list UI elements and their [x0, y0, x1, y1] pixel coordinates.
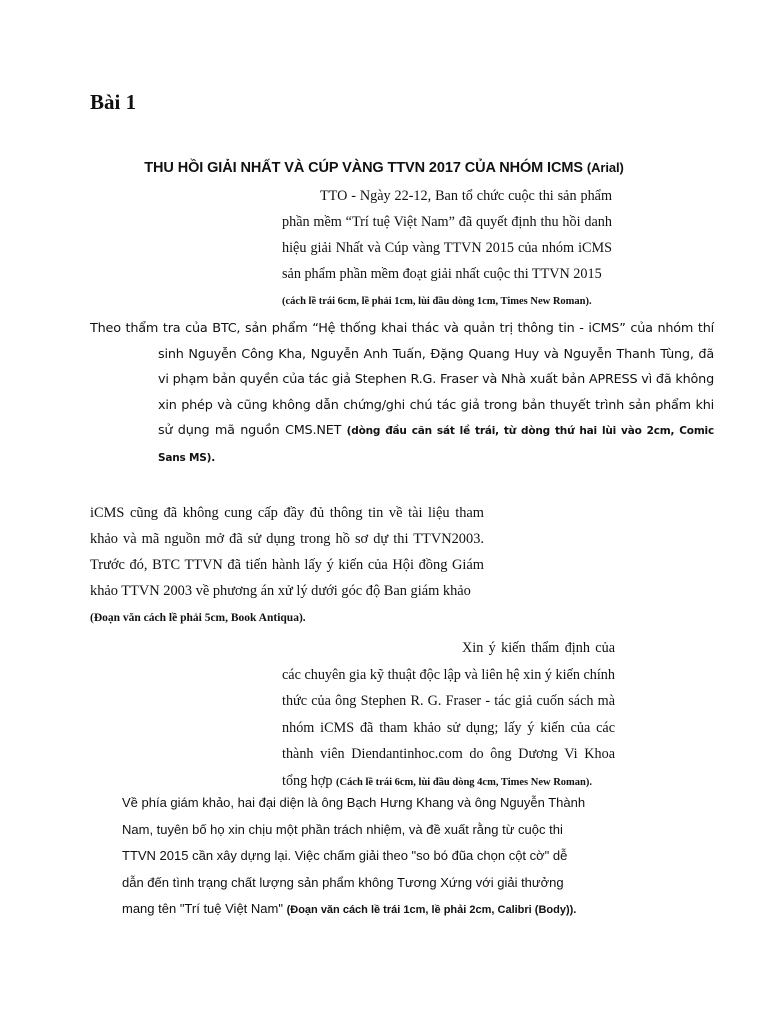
exercise-heading: Bài 1	[90, 90, 137, 114]
paragraph-2	[90, 316, 714, 471]
title-font-note: (Arial)	[586, 160, 624, 175]
paragraph-3	[90, 500, 484, 631]
paragraph-2-text: Theo thẩm tra của BTC, sản phẩm “Hệ thống khai thác và quản trị thông tin - iCMS” của nhóm thí sinh Nguyễn Công Kha, Nguyễn Anh Tuấn, Đặng Quang Huy và Nguyễn Thanh Tùng, đã vi phạm bản quyền của tác giả Stephen R.G. Fraser và Nhà xuất bản APRESS vì đã không xin phép và cũng không dẫn chứng/ghi chú tác giả trong bản thuyết trình sản phẩm khi sử dụng mã nguồn CMS.NET	[90, 321, 714, 438]
paragraph-4-format-note: (Cách lề trái 6cm, lùi đầu dòng 4cm, Times New Roman).	[336, 776, 592, 788]
paragraph-5-text: Về phía giám khảo, hai đại diện là ông Bạch Hưng Khang và ông Nguyễn Thành Nam, tuyên bố họ xin chịu một phần trách nhiệm, và đề xuất rằng từ cuộc thi TTVN 2015 cần xây dựng lại. Việc chấm giải theo "so bó đũa chọn cột cờ" dễ dẫn đến tình trạng chất lượng sản phẩm không Tương Xứng với giải thưởng mang tên "Trí tuệ Việt Nam"	[122, 795, 586, 916]
paragraph-1-format-note: (cách lề trái 6cm, lề phải 1cm, lùi đầu dòng 1cm, Times New Roman).	[282, 296, 592, 307]
paragraph-3-text: iCMS cũng đã không cung cấp đầy đủ thông tin về tài liệu tham khảo và mã nguồn mở đã sử dụng trong hồ sơ dự thi TTVN2003. Trước đó, BTC TTVN đã tiến hành lấy ý kiến của Hội đồng Giám khảo TTVN 2003 về phương án xử lý dưới góc độ Ban giám khảo	[90, 505, 484, 599]
paragraph-1	[282, 183, 612, 315]
paragraph-4-text: Xin ý kiến thẩm định của các chuyên gia kỹ thuật độc lập và liên hệ xin ý kiến chính thức của ông Stephen R. G. Fraser - tác giả cuốn sách mà nhóm iCMS đã tham khảo sử dụng; lấy ý kiến của các thành viên Diendantinhoc.com do ông Dương Vi Khoa tổng hợp	[282, 640, 615, 789]
article-title	[0, 160, 768, 176]
paragraph-4	[282, 635, 615, 796]
article-title-text: THU HỒI GIẢI NHẤT VÀ CÚP VÀNG TTVN 2017 CỦA NHÓM ICMS	[144, 160, 583, 176]
paragraph-2-format-note: (dòng đầu căn sát lề trái, từ dòng thứ hai lùi vào 2cm, Comic Sans MS).	[158, 425, 714, 464]
paragraph-5	[122, 790, 592, 924]
paragraph-3-format-note: (Đoạn văn cách lề phải 5cm, Book Antiqua).	[90, 612, 306, 624]
paragraph-5-format-note: (Đoạn văn cách lề trái 1cm, lề phải 2cm, Calibri (Body)).	[286, 904, 577, 916]
paragraph-1-text: TTO - Ngày 22-12, Ban tổ chức cuộc thi sản phẩm phần mềm “Trí tuệ Việt Nam” đã quyết định thu hồi danh hiệu giải Nhất và Cúp vàng TTVN 2015 của nhóm iCMS sản phẩm phần mềm đoạt giải nhất cuộc thi TTVN 2015	[282, 188, 612, 282]
